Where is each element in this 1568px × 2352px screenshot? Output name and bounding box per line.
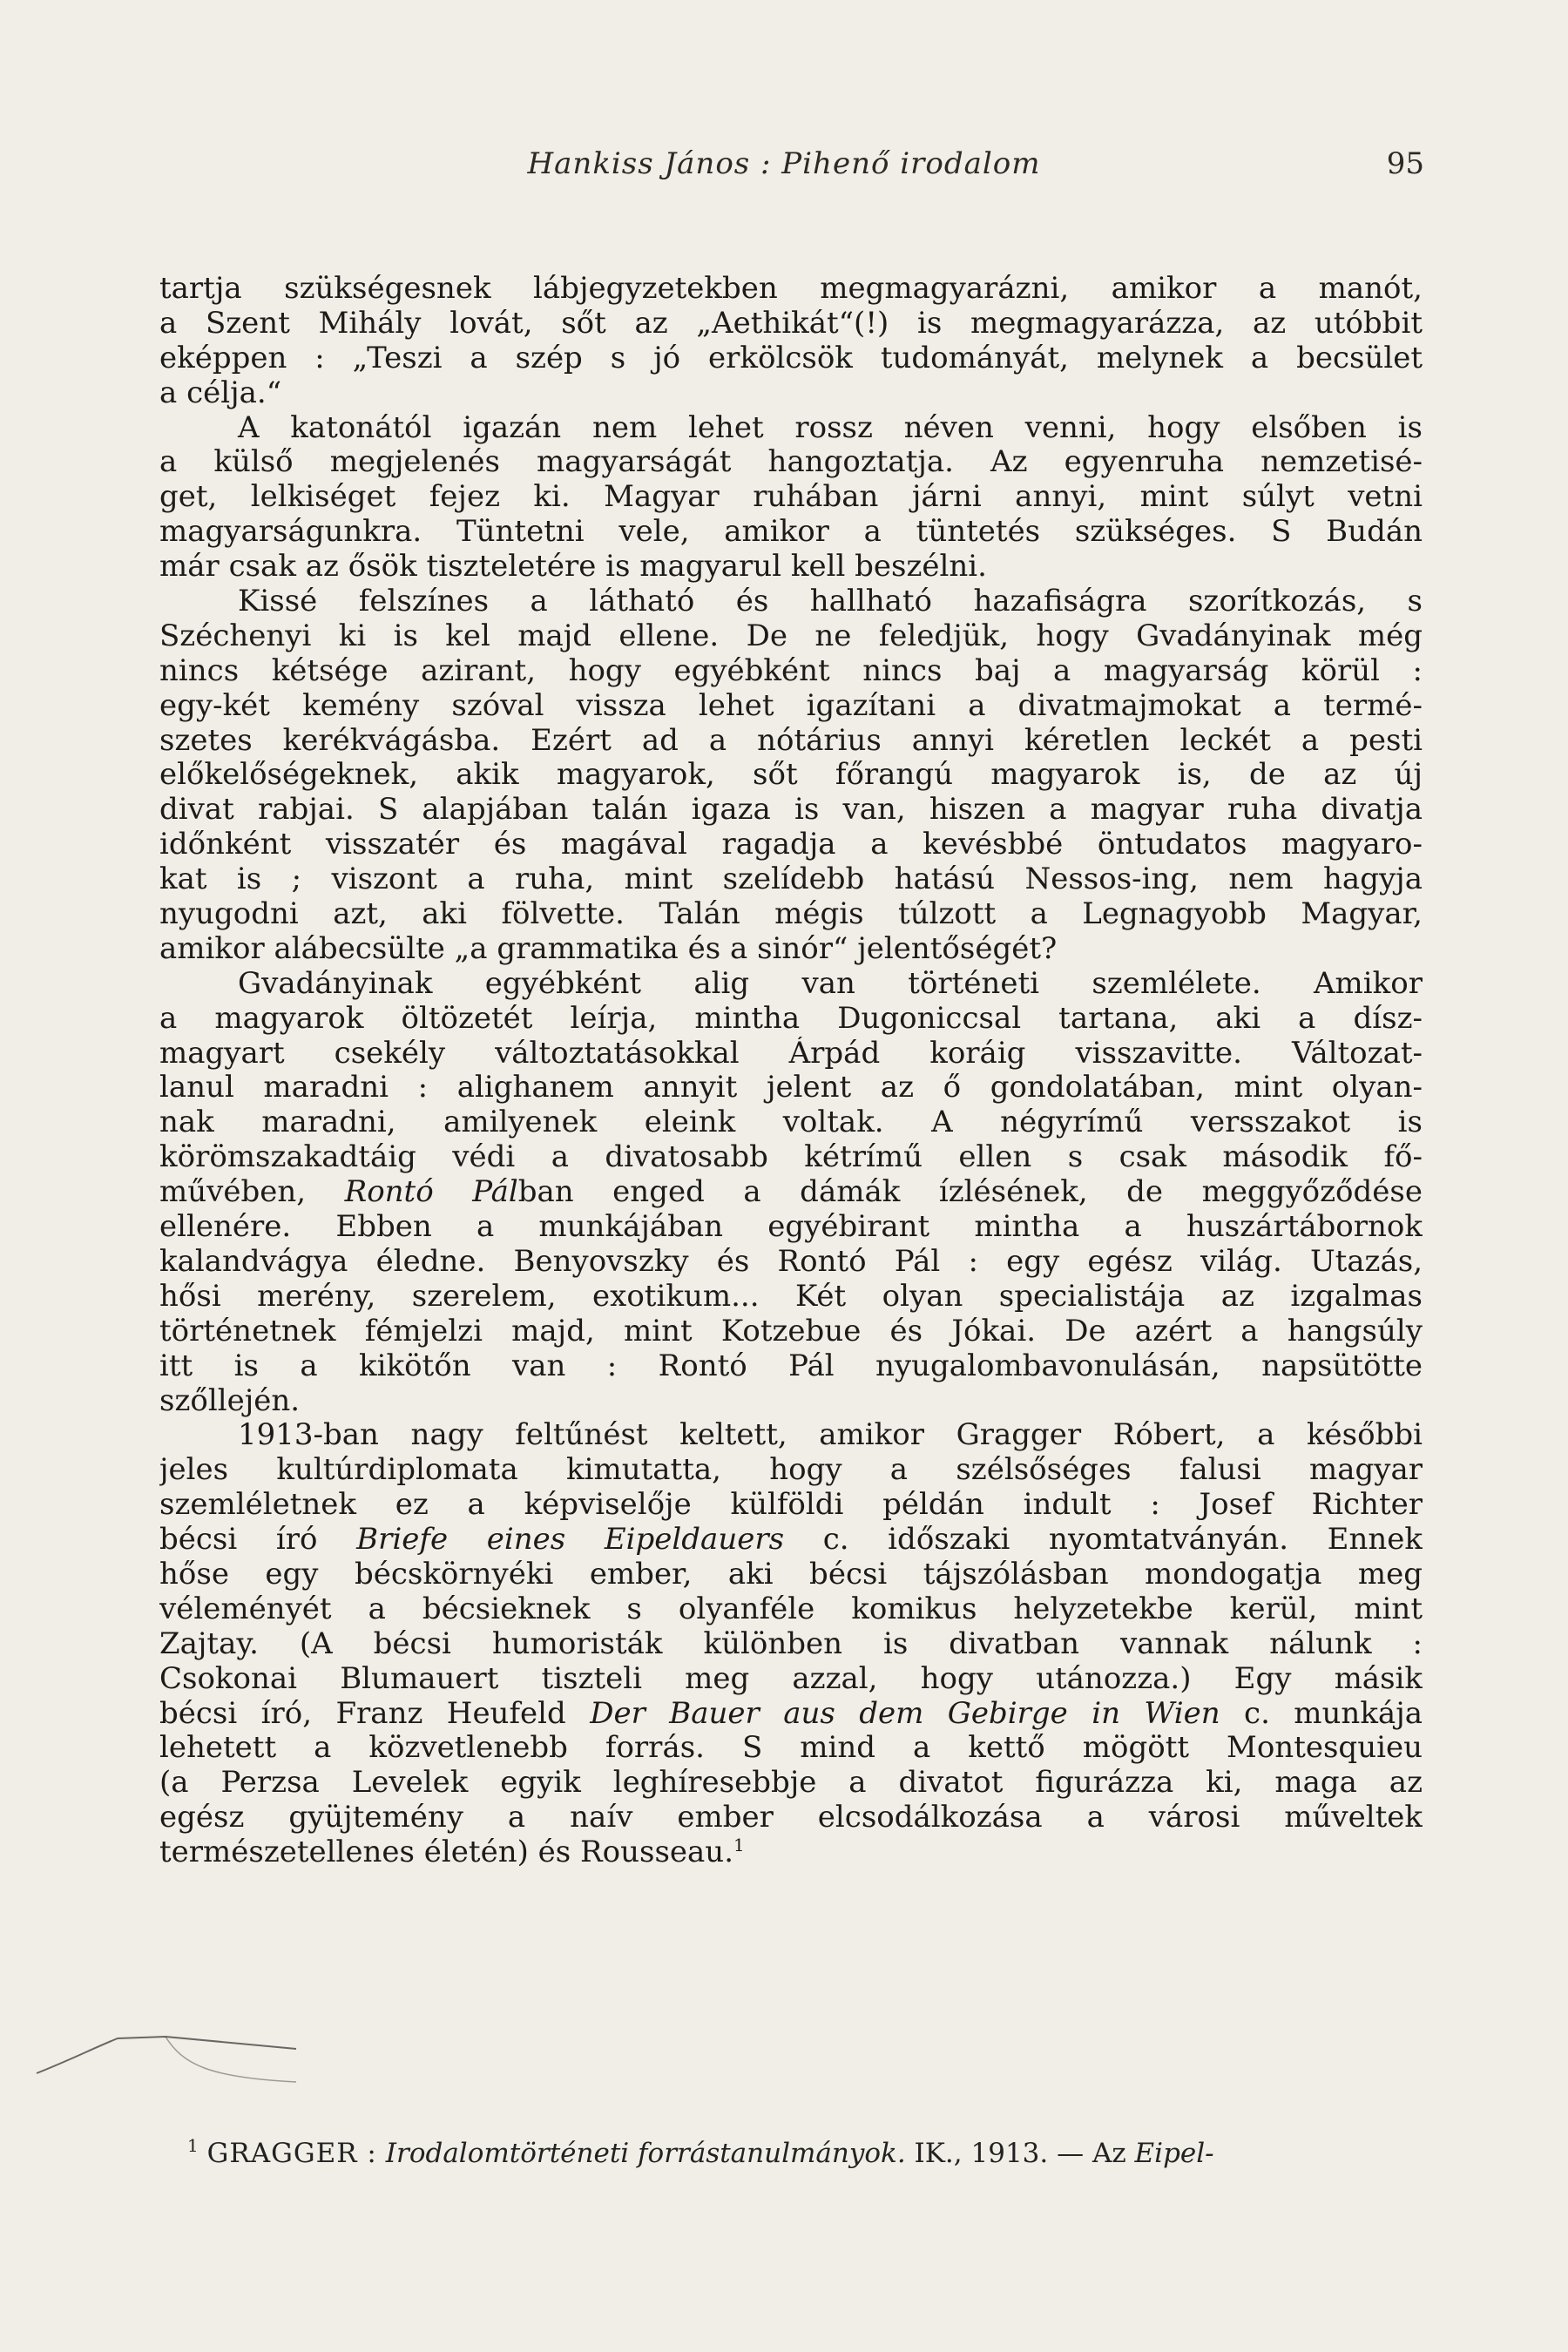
text-segment: bécsi író	[159, 1523, 357, 1558]
text-line: szetes kerékvágásba. Ezért ad a nótárius annyi kéretlen leckét a pesti	[159, 723, 1423, 758]
footnote-author: GRAGGER :	[206, 2138, 377, 2169]
text-line: Gvadányinak egyébként alig van történeti szemlélete. Amikor	[238, 966, 1423, 1001]
text-line: Zajtay. (A bécsi humoristák különben is divatban vannak nálunk :	[159, 1626, 1423, 1661]
text-line: itt is a kikötőn van : Rontó Pál nyugalombavonulásán, napsütötte	[159, 1348, 1423, 1383]
text-line: eképpen : „Teszi a szép s jó erkölcsök tudományát, melynek a becsület	[159, 341, 1423, 375]
text-line: lehetett a közvetlenebb forrás. S mind a kettő mögött Montesquieu	[159, 1731, 1423, 1766]
footnote-title: Irodalomtörténeti forrástanulmányok.	[385, 2138, 906, 2169]
work-title: Rontó Pál	[344, 1175, 518, 1210]
text-line: lanul maradni : alighanem annyit jelent az ő gondolatában, mint olyan-	[159, 1071, 1423, 1105]
text-line: a magyarok öltözetét leírja, mintha Dugoniccsal tartana, aki a dísz-	[159, 1001, 1423, 1036]
text-line-with-title	[159, 1697, 1423, 1732]
text-segment: bécsi író, Franz Heufeld	[159, 1696, 591, 1731]
text-line: jeles kultúrdiplomata kimutatta, hogy a szélsőséges falusi magyar	[159, 1453, 1423, 1488]
text-line: kalandvágya éledne. Benyovszky és Rontó Pál : egy egész világ. Utazás,	[159, 1244, 1423, 1279]
text-segment: c. időszaki nyomtatványán. Ennek	[784, 1523, 1423, 1558]
text-line: Széchenyi ki is kel majd ellene. De ne feledjük, hogy Gvadányinak még	[159, 618, 1423, 653]
footnote-trail: Eipel-	[1134, 2138, 1214, 2169]
text-segment: természetellenes életén) és Rousseau.	[159, 1835, 734, 1870]
text-line: előkelőségeknek, akik magyarok, sőt főrangú magyarok is, de az új	[159, 758, 1423, 793]
text-line: amikor alábecsülte „a grammatika és a sinór“ jelentőségét?	[159, 931, 1058, 966]
text-line: Csokonai Blumauert tiszteli meg azzal, hogy utánozza.) Egy másik	[159, 1661, 1423, 1696]
text-line: 1913-ban nagy feltűnést keltett, amikor Gragger Róbert, a későbbi	[238, 1418, 1423, 1453]
text-line: get, lelkiséget fejez ki. Magyar ruhában járni annyi, mint súlyt vetni	[159, 480, 1423, 515]
text-line-with-title	[159, 1175, 1423, 1210]
page-number: 95	[1386, 146, 1424, 181]
text-line: egész gyüjtemény a naív ember elcsodálkozása a városi műveltek	[159, 1801, 1423, 1835]
text-line: egy-két kemény szóval vissza lehet igazítani a divatmajmokat a termé-	[159, 688, 1423, 723]
text-line: magyart csekély változtatásokkal Árpád koráig visszavitte. Változat-	[159, 1036, 1423, 1071]
running-head: Hankiss János : Pihenő irodalom	[527, 146, 1041, 181]
text-line: a célja.“	[159, 375, 282, 410]
text-line: időnként visszatér és magával ragadja a kevésbbé öntudatos magyaro-	[159, 828, 1423, 862]
text-line: nyugodni azt, aki fölvette. Talán mégis túlzott a Legnagyobb Magyar,	[159, 897, 1423, 932]
work-title: Der Bauer aus dem Gebirge in Wien	[590, 1696, 1220, 1731]
text-line: (a Perzsa Levelek egyik leghíresebbje a divatot figurázza ki, maga az	[159, 1766, 1423, 1801]
footnote-detail: IK., 1913. — Az	[905, 2138, 1135, 2169]
text-line: a Szent Mihály lovát, sőt az „Aethikát“(!) is megmagyarázza, az utóbbit	[159, 306, 1423, 341]
text-line: körömszakadtáig védi a divatosabb kétrímű ellen s csak második fő-	[159, 1140, 1423, 1175]
body-text	[159, 272, 1423, 1870]
text-line: ellenére. Ebben a munkájában egyébirant mintha a huszártábornok	[159, 1210, 1423, 1245]
text-line-with-title	[159, 1523, 1423, 1558]
footnote-reference: 1	[733, 1835, 745, 1856]
text-line: szemléletnek ez a képviselője külföldi példán indult : Josef Richter	[159, 1488, 1423, 1523]
text-line: hősi merény, szerelem, exotikum... Két olyan specialistája az izgalmas	[159, 1279, 1423, 1314]
text-segment: ban enged a dámák ízlésének, de meggyőződése	[517, 1175, 1423, 1210]
pen-mark	[35, 1995, 314, 2108]
text-line: magyarságunkra. Tüntetni vele, amikor a tüntetés szükséges. S Budán	[159, 515, 1423, 550]
page-header	[0, 146, 1568, 199]
text-line: véleményét a bécsieknek s olyanféle komikus helyzetekbe kerül, mint	[159, 1592, 1423, 1626]
text-line: Kissé felszínes a látható és hallható hazafiságra szorítkozás, s	[238, 585, 1423, 619]
text-line: hőse egy bécskörnyéki ember, aki bécsi tájszólásban mondogatja meg	[159, 1557, 1423, 1592]
footnote	[187, 2136, 1424, 2171]
text-line: nincs kétsége azirant, hogy egyébként nincs baj a magyarság körül :	[159, 653, 1423, 688]
text-segment: művében,	[159, 1175, 345, 1210]
text-line: nak maradni, amilyenek eleink voltak. A négyrímű versszakot is	[159, 1105, 1423, 1140]
text-line: divat rabjai. S alapjában talán igaza is van, hiszen a magyar ruha divatja	[159, 793, 1423, 828]
text-line: történetnek fémjelzi majd, mint Kotzebue és Jókai. De azért a hangsúly	[159, 1314, 1423, 1348]
text-line: már csak az ősök tiszteletére is magyarul kell beszélni.	[159, 550, 987, 585]
work-title: Briefe eines Eipeldauers	[356, 1523, 785, 1558]
text-segment: c. munkája	[1220, 1696, 1423, 1731]
text-line-with-note	[159, 1835, 1423, 1870]
text-line: tartja szükségesnek lábjegyzetekben megmagyarázni, amikor a manót,	[159, 272, 1423, 306]
text-line: a külső megjelenés magyarságát hangoztatja. Az egyenruha nemzetisé-	[159, 445, 1423, 480]
text-line: kat is ; viszont a ruha, mint szelídebb hatású Nessos-ing, nem hagyja	[159, 862, 1423, 897]
text-line: szőllején.	[159, 1383, 301, 1418]
text-line: A katonától igazán nem lehet rossz néven venni, hogy elsőben is	[238, 410, 1423, 445]
footnote-mark: 1	[187, 2135, 199, 2156]
